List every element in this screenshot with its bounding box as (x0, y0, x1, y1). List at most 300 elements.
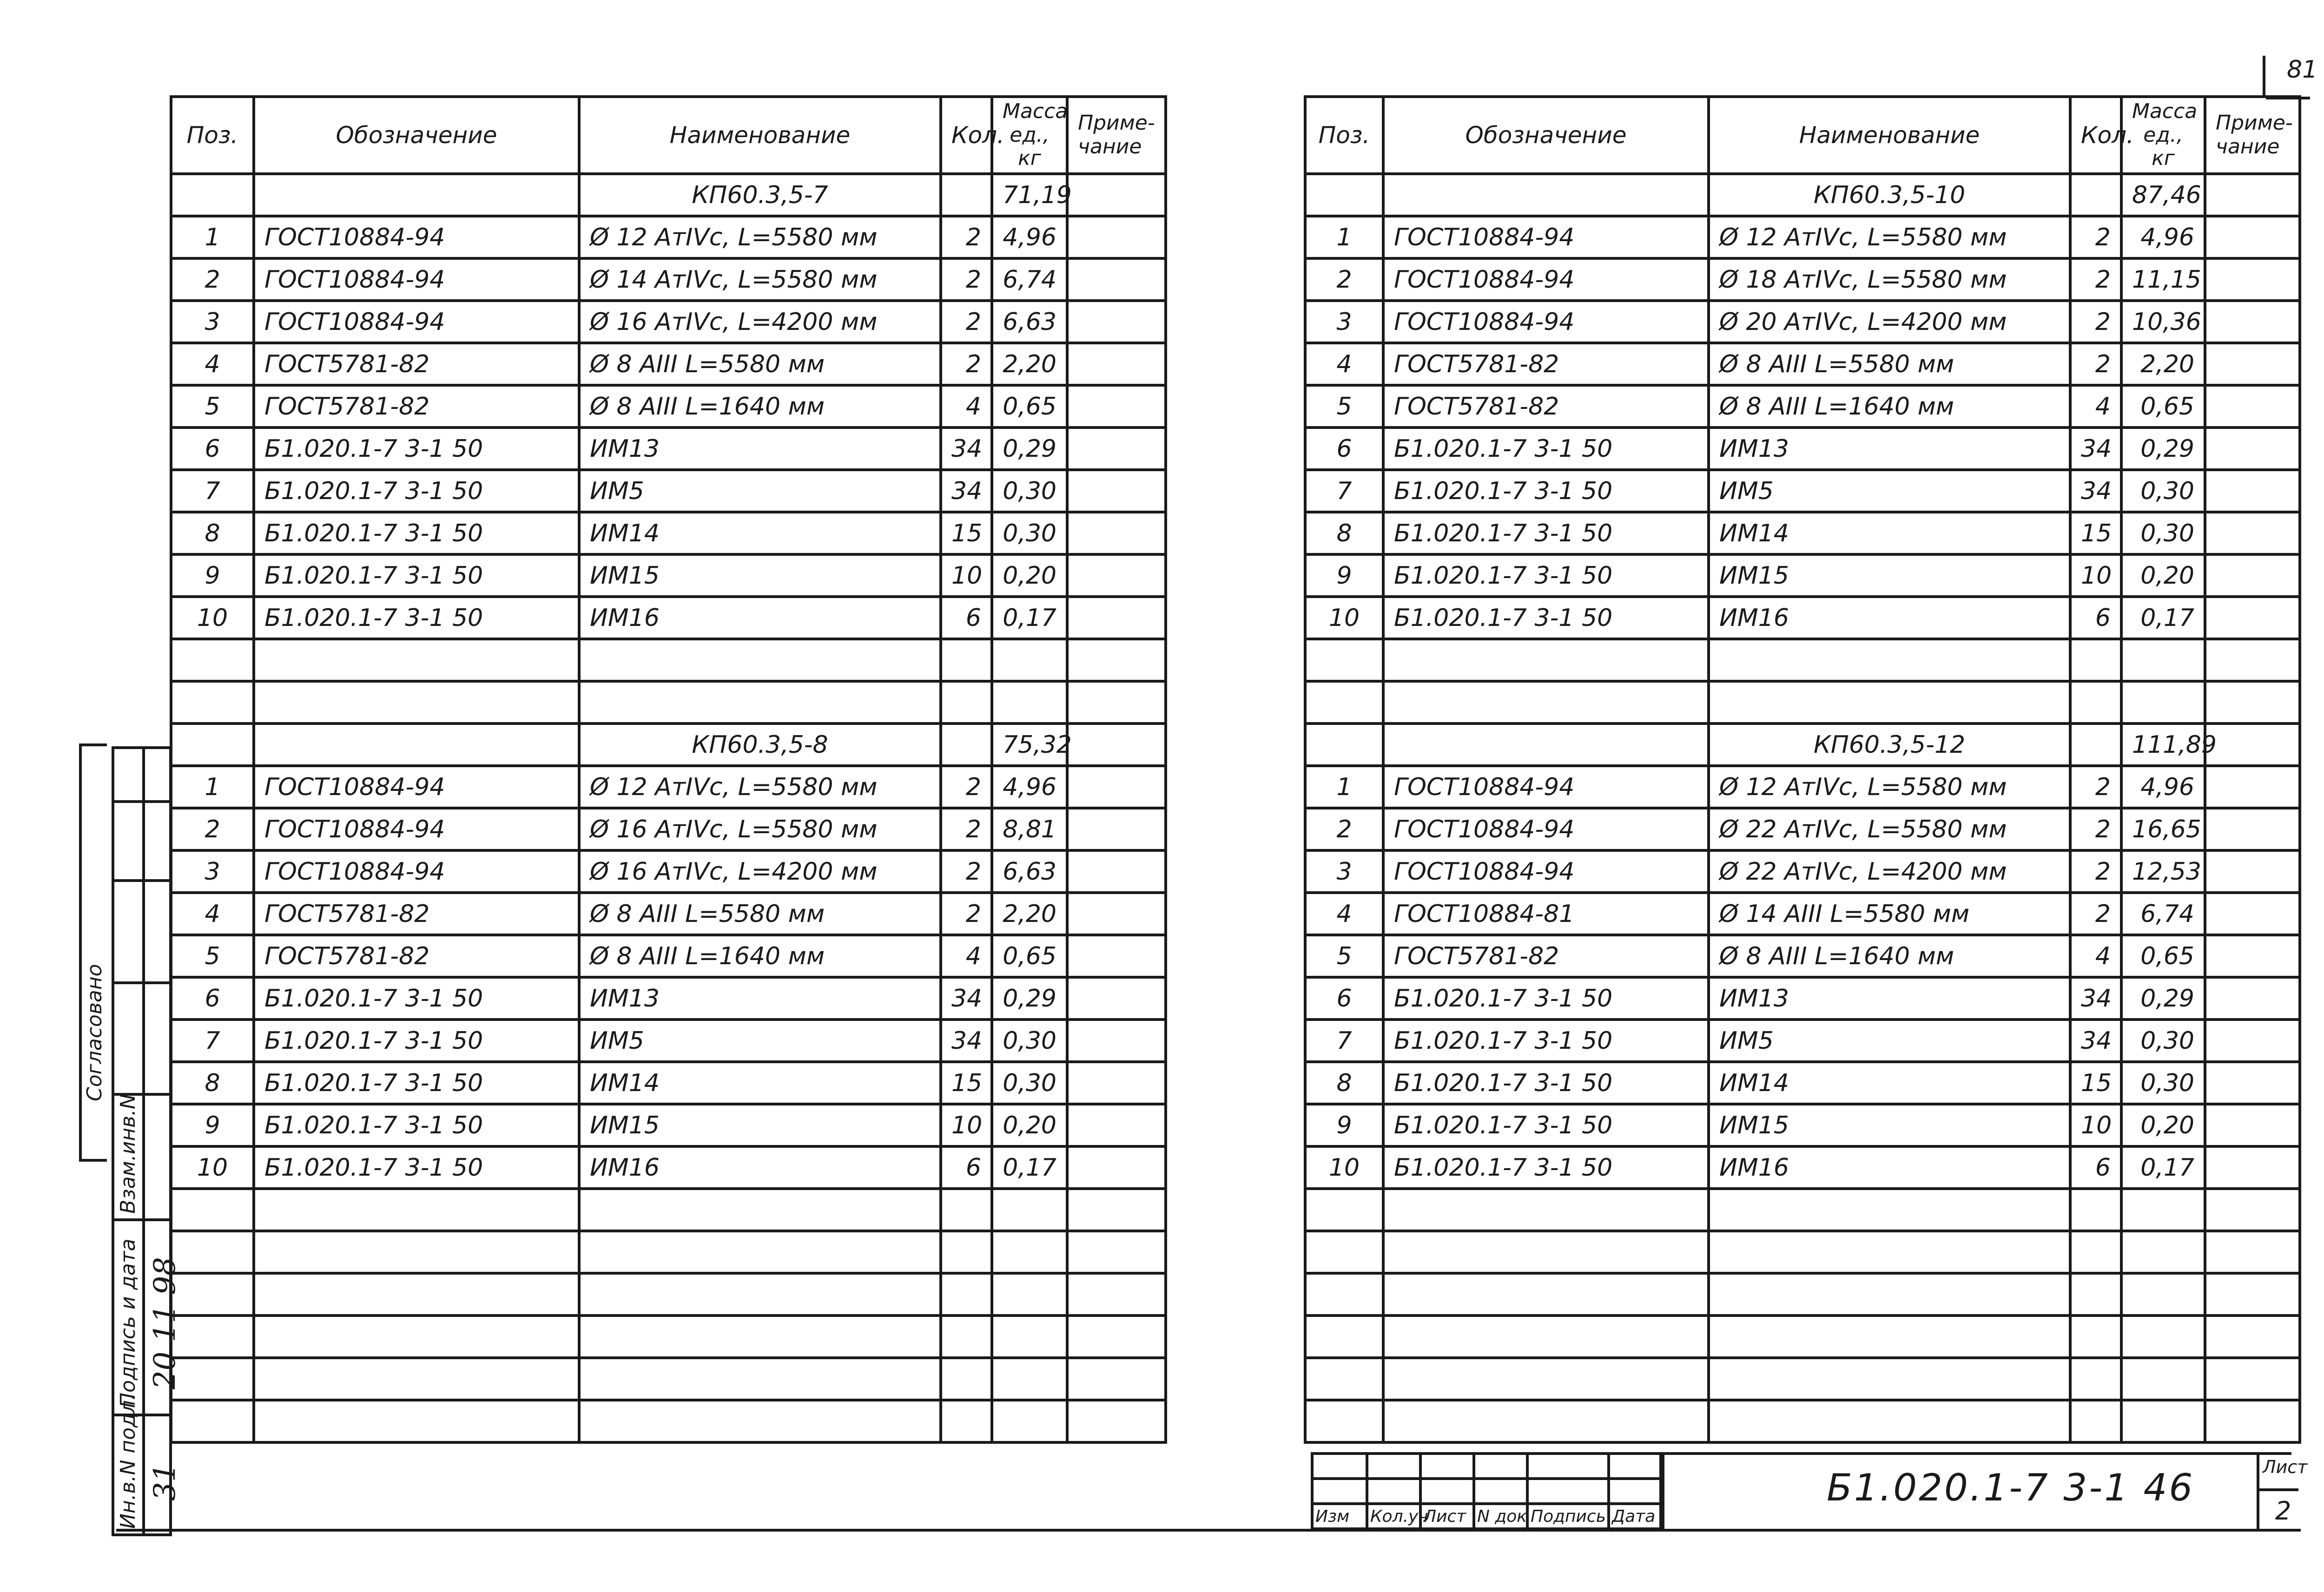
cell-qty: 10 (941, 1104, 992, 1146)
empty-cell (254, 724, 579, 766)
empty-cell (2205, 1189, 2300, 1231)
table-row (1305, 343, 2300, 385)
table-row (171, 597, 1166, 639)
cell-mass: 4,96 (2121, 766, 2205, 808)
table-row (171, 216, 1166, 258)
empty-cell (1067, 1273, 1166, 1316)
cell-note (2205, 385, 2300, 428)
empty-cell (2070, 724, 2121, 766)
cell-designation: ГОСТ10884-94 (1383, 850, 1709, 893)
cell-qty: 2 (2070, 258, 2121, 301)
empty-cell (254, 639, 579, 681)
cell-pos: 8 (1305, 512, 1383, 554)
cell-note (1067, 512, 1166, 554)
cell-mass: 0,30 (2121, 512, 2205, 554)
cell-pos: 2 (1305, 258, 1383, 301)
cell-note (2205, 893, 2300, 935)
cell-note (2205, 1020, 2300, 1062)
cell-designation: Б1.020.1-7 3-1 50 (1383, 1104, 1709, 1146)
empty-cell (1709, 1358, 2070, 1400)
header-note: Приме- чание (2205, 97, 2300, 174)
cell-qty: 34 (2070, 428, 2121, 470)
cell-designation: Б1.020.1-7 3-1 50 (254, 1062, 579, 1104)
empty-cell (1305, 174, 1383, 216)
left-block-1 (171, 174, 1166, 724)
cell-pos: 1 (1305, 766, 1383, 808)
cell-name: ИМ13 (1709, 977, 2070, 1020)
cell-designation: ГОСТ5781-82 (254, 893, 579, 935)
cell-qty: 4 (941, 935, 992, 977)
header-qty: Кол. (2070, 97, 2121, 174)
cell-mass: 0,29 (992, 428, 1067, 470)
cell-pos: 7 (1305, 470, 1383, 512)
empty-cell (2205, 1273, 2300, 1316)
cell-note (2205, 343, 2300, 385)
cell-pos: 7 (1305, 1020, 1383, 1062)
document-code: Б1.020.1-7 3-1 46 (1827, 1466, 2195, 1509)
cell-qty: 6 (2070, 1146, 2121, 1189)
cell-pos: 4 (1305, 343, 1383, 385)
group-title-row (1305, 724, 2300, 766)
cell-designation: ГОСТ10884-94 (254, 850, 579, 893)
cell-designation: ГОСТ5781-82 (254, 935, 579, 977)
cell-mass: 0,29 (2121, 428, 2205, 470)
cell-pos: 3 (171, 301, 254, 343)
cell-pos: 1 (171, 216, 254, 258)
table-row (1305, 935, 2300, 977)
header-name: Наименование (579, 97, 941, 174)
empty-cell (579, 1358, 941, 1400)
strip-divider (114, 1218, 169, 1221)
cell-designation: ГОСТ10884-94 (254, 766, 579, 808)
cell-name: ИМ15 (579, 1104, 941, 1146)
cell-name: Ø 8 АIII L=1640 мм (1709, 385, 2070, 428)
cell-designation: ГОСТ10884-94 (1383, 258, 1709, 301)
cell-pos: 2 (1305, 808, 1383, 850)
cell-pos: 9 (1305, 1104, 1383, 1146)
cell-note (1067, 216, 1166, 258)
cell-pos: 3 (1305, 850, 1383, 893)
cell-mass: 2,20 (992, 893, 1067, 935)
empty-cell (171, 681, 254, 724)
empty-cell (941, 1273, 992, 1316)
empty-cell (1067, 1400, 1166, 1442)
cell-pos: 4 (171, 893, 254, 935)
cell-note (2205, 554, 2300, 597)
empty-cell (1305, 681, 1383, 724)
left-block-2 (171, 724, 1166, 1442)
table-row (171, 343, 1166, 385)
cell-designation: Б1.020.1-7 3-1 50 (1383, 977, 1709, 1020)
cell-note (2205, 470, 2300, 512)
table-row (171, 554, 1166, 597)
table-row (1305, 1020, 2300, 1062)
group-total-mass: 75,32 (992, 724, 1067, 766)
empty-row (171, 1358, 1166, 1400)
cell-note (1067, 343, 1166, 385)
empty-cell (2205, 1358, 2300, 1400)
cell-pos: 3 (171, 850, 254, 893)
cell-mass: 0,20 (2121, 554, 2205, 597)
empty-cell (2205, 1400, 2300, 1442)
sheet-box-divider (2259, 1488, 2298, 1491)
empty-cell (1383, 1400, 1709, 1442)
cell-mass: 0,30 (992, 512, 1067, 554)
cell-name: Ø 16 АтIVс, L=5580 мм (579, 808, 941, 850)
cell-qty: 4 (941, 385, 992, 428)
empty-cell (254, 1316, 579, 1358)
empty-cell (1067, 1231, 1166, 1273)
empty-cell (941, 724, 992, 766)
cell-designation: Б1.020.1-7 3-1 50 (254, 597, 579, 639)
table-row (1305, 893, 2300, 935)
empty-cell (992, 1316, 1067, 1358)
empty-cell (171, 639, 254, 681)
empty-cell (1305, 1400, 1383, 1442)
table-row (171, 766, 1166, 808)
cell-note (1067, 470, 1166, 512)
cell-designation: ГОСТ10884-94 (254, 258, 579, 301)
cell-pos: 5 (171, 935, 254, 977)
empty-cell (254, 1231, 579, 1273)
header-pos: Поз. (1305, 97, 1383, 174)
cell-pos: 4 (171, 343, 254, 385)
revision-labels-row (1312, 1504, 1663, 1529)
handwritten-sign-date: 20 11 98 (148, 1257, 182, 1389)
sign-date-label: Подпись и дата (116, 1238, 140, 1408)
empty-row (1305, 1273, 2300, 1316)
page-number-divider (2263, 56, 2265, 98)
cell-note (1067, 301, 1166, 343)
cell-designation: ГОСТ5781-82 (1383, 935, 1709, 977)
cell-qty: 2 (2070, 850, 2121, 893)
cell-name: Ø 12 АтIVс, L=5580 мм (579, 766, 941, 808)
empty-cell (2121, 1358, 2205, 1400)
table-row (171, 385, 1166, 428)
cell-name: Ø 22 АтIVс, L=4200 мм (1709, 850, 2070, 893)
header-qty: Кол. (941, 97, 992, 174)
cell-qty: 6 (2070, 597, 2121, 639)
cell-mass: 0,65 (2121, 385, 2205, 428)
cell-mass: 0,30 (2121, 1062, 2205, 1104)
cell-name: Ø 8 АIII L=1640 мм (579, 935, 941, 977)
cell-name: Ø 22 АтIVс, L=5580 мм (1709, 808, 2070, 850)
header-mass: Масса ед., кг (2121, 97, 2205, 174)
cell-name: Ø 12 АтIVс, L=5580 мм (1709, 766, 2070, 808)
cell-mass: 6,63 (992, 301, 1067, 343)
cell-note (1067, 808, 1166, 850)
group-title: КП60.3,5-10 (1709, 174, 2070, 216)
empty-cell (1067, 724, 1166, 766)
right-block-1 (1305, 174, 2300, 724)
cell-mass: 16,65 (2121, 808, 2205, 850)
table-header-row (1305, 97, 2300, 174)
cell-mass: 6,63 (992, 850, 1067, 893)
cell-name: Ø 14 АIII L=5580 мм (1709, 893, 2070, 935)
empty-cell (1067, 639, 1166, 681)
table-row (1305, 977, 2300, 1020)
empty-cell (1383, 1189, 1709, 1231)
empty-cell (2205, 174, 2300, 216)
cell-designation: Б1.020.1-7 3-1 50 (1383, 1062, 1709, 1104)
table-row (1305, 428, 2300, 470)
cell-qty: 10 (941, 554, 992, 597)
empty-cell (1067, 1316, 1166, 1358)
cell-name: ИМ13 (579, 428, 941, 470)
empty-row (1305, 1316, 2300, 1358)
empty-cell (1709, 1189, 2070, 1231)
table-row (1305, 554, 2300, 597)
cell-designation: ГОСТ10884-94 (254, 216, 579, 258)
cell-designation: Б1.020.1-7 3-1 50 (1383, 512, 1709, 554)
empty-cell (941, 174, 992, 216)
cell-designation: ГОСТ5781-82 (1383, 343, 1709, 385)
group-total-mass: 87,46 (2121, 174, 2205, 216)
cell-qty: 2 (2070, 808, 2121, 850)
cell-pos: 3 (1305, 301, 1383, 343)
table-row (1305, 470, 2300, 512)
empty-cell (2121, 1273, 2205, 1316)
empty-cell (992, 1273, 1067, 1316)
cell-note (2205, 428, 2300, 470)
cell-note (1067, 428, 1166, 470)
cell-note (2205, 935, 2300, 977)
cell-designation: ГОСТ10884-94 (1383, 766, 1709, 808)
cell-qty: 2 (941, 216, 992, 258)
empty-cell (1709, 1316, 2070, 1358)
empty-cell (2070, 681, 2121, 724)
cell-qty: 34 (941, 470, 992, 512)
cell-mass: 0,17 (992, 1146, 1067, 1189)
empty-cell (2070, 174, 2121, 216)
empty-cell (171, 1189, 254, 1231)
cell-note (1067, 893, 1166, 935)
cell-qty: 2 (941, 850, 992, 893)
cell-note (2205, 808, 2300, 850)
cell-mass: 0,65 (992, 935, 1067, 977)
cell-designation: ГОСТ5781-82 (254, 385, 579, 428)
cell-qty: 2 (941, 808, 992, 850)
cell-pos: 10 (171, 597, 254, 639)
header-designation: Обозначение (1383, 97, 1709, 174)
cell-note (1067, 766, 1166, 808)
empty-cell (579, 1231, 941, 1273)
table-row (1305, 1146, 2300, 1189)
empty-cell (1305, 1358, 1383, 1400)
empty-cell (1383, 1273, 1709, 1316)
cell-qty: 34 (2070, 977, 2121, 1020)
right-block-2 (1305, 724, 2300, 1442)
empty-cell (2205, 724, 2300, 766)
table-row (1305, 597, 2300, 639)
cell-note (2205, 1146, 2300, 1189)
cell-note (2205, 301, 2300, 343)
cell-note (2205, 766, 2300, 808)
empty-row (1305, 681, 2300, 724)
cell-qty: 6 (941, 597, 992, 639)
empty-cell (1067, 681, 1166, 724)
cell-qty: 34 (941, 977, 992, 1020)
cell-pos: 7 (171, 470, 254, 512)
empty-cell (2121, 639, 2205, 681)
empty-cell (941, 1400, 992, 1442)
cell-name: Ø 16 АтIVс, L=4200 мм (579, 301, 941, 343)
cell-qty: 34 (2070, 470, 2121, 512)
cell-mass: 4,96 (2121, 216, 2205, 258)
cell-qty: 2 (941, 258, 992, 301)
cell-name: Ø 18 АтIVс, L=5580 мм (1709, 258, 2070, 301)
table-row (1305, 766, 2300, 808)
empty-row (1305, 1231, 2300, 1273)
revision-grid (1311, 1452, 1664, 1530)
empty-cell (171, 1316, 254, 1358)
empty-cell (254, 174, 579, 216)
rev-col-label: Лист (1420, 1504, 1474, 1529)
cell-pos: 8 (171, 512, 254, 554)
strip-divider (114, 800, 169, 803)
empty-cell (171, 1231, 254, 1273)
cell-mass: 0,30 (992, 470, 1067, 512)
cell-name: ИМ13 (579, 977, 941, 1020)
cell-qty: 34 (2070, 1020, 2121, 1062)
cell-qty: 2 (941, 343, 992, 385)
cell-mass: 0,17 (2121, 1146, 2205, 1189)
cell-note (2205, 1062, 2300, 1104)
cell-designation: Б1.020.1-7 3-1 50 (254, 470, 579, 512)
cell-note (1067, 1104, 1166, 1146)
empty-cell (579, 1316, 941, 1358)
cell-mass: 0,30 (2121, 470, 2205, 512)
revision-row (1312, 1454, 1663, 1479)
table-row (171, 512, 1166, 554)
empty-cell (1383, 1231, 1709, 1273)
empty-cell (1709, 639, 2070, 681)
empty-cell (2070, 1231, 2121, 1273)
cell-note (1067, 385, 1166, 428)
empty-cell (941, 681, 992, 724)
table-row (171, 850, 1166, 893)
cell-pos: 2 (171, 808, 254, 850)
empty-cell (254, 1273, 579, 1316)
cell-qty: 4 (2070, 935, 2121, 977)
header-note: Приме- чание (1067, 97, 1166, 174)
cell-pos: 1 (171, 766, 254, 808)
rev-col-label: Подпись (1527, 1504, 1609, 1529)
cell-pos: 5 (1305, 935, 1383, 977)
cell-designation: Б1.020.1-7 3-1 50 (254, 1104, 579, 1146)
empty-cell (579, 1273, 941, 1316)
cell-name: Ø 8 АIII L=5580 мм (1709, 343, 2070, 385)
empty-cell (2121, 681, 2205, 724)
empty-cell (2121, 1231, 2205, 1273)
revision-row (1312, 1479, 1663, 1504)
cell-designation: Б1.020.1-7 3-1 50 (254, 1020, 579, 1062)
empty-cell (2070, 639, 2121, 681)
cell-designation: Б1.020.1-7 3-1 50 (254, 1146, 579, 1189)
cell-mass: 12,53 (2121, 850, 2205, 893)
table-row (171, 935, 1166, 977)
cell-mass: 0,29 (2121, 977, 2205, 1020)
cell-mass: 0,30 (992, 1020, 1067, 1062)
cell-qty: 2 (2070, 343, 2121, 385)
cell-mass: 4,96 (992, 216, 1067, 258)
empty-cell (1305, 724, 1383, 766)
empty-cell (579, 1189, 941, 1231)
cell-pos: 6 (1305, 977, 1383, 1020)
cell-name: ИМ16 (579, 597, 941, 639)
cell-name: Ø 8 АIII L=5580 мм (579, 893, 941, 935)
empty-cell (171, 1273, 254, 1316)
cell-note (1067, 935, 1166, 977)
cell-designation: Б1.020.1-7 3-1 50 (1383, 1146, 1709, 1189)
cell-name: ИМ5 (1709, 1020, 2070, 1062)
empty-cell (2070, 1273, 2121, 1316)
empty-cell (171, 724, 254, 766)
strip-divider (114, 879, 169, 882)
cell-mass: 6,74 (2121, 893, 2205, 935)
empty-cell (2205, 681, 2300, 724)
empty-cell (2070, 1358, 2121, 1400)
empty-cell (992, 639, 1067, 681)
cell-designation: ГОСТ10884-81 (1383, 893, 1709, 935)
cell-name: ИМ5 (1709, 470, 2070, 512)
handwritten-inv-number: 31 (148, 1463, 182, 1501)
empty-cell (2205, 1231, 2300, 1273)
empty-row (171, 1316, 1166, 1358)
empty-cell (1709, 1273, 2070, 1316)
cell-pos: 1 (1305, 216, 1383, 258)
empty-cell (1383, 1358, 1709, 1400)
empty-cell (1383, 681, 1709, 724)
empty-row (1305, 1358, 2300, 1400)
table-row (1305, 385, 2300, 428)
cell-qty: 15 (2070, 512, 2121, 554)
empty-cell (1067, 174, 1166, 216)
header-mass: Масса ед., кг (992, 97, 1067, 174)
cell-pos: 9 (171, 1104, 254, 1146)
cell-name: Ø 8 АIII L=1640 мм (1709, 935, 2070, 977)
cell-qty: 15 (941, 1062, 992, 1104)
cell-pos: 6 (171, 977, 254, 1020)
empty-cell (254, 681, 579, 724)
empty-cell (254, 1358, 579, 1400)
cell-qty: 2 (2070, 301, 2121, 343)
cell-qty: 2 (2070, 216, 2121, 258)
cell-mass: 0,17 (2121, 597, 2205, 639)
cell-mass: 8,81 (992, 808, 1067, 850)
empty-cell (992, 1400, 1067, 1442)
cell-designation: ГОСТ10884-94 (1383, 808, 1709, 850)
group-title: КП60.3,5-7 (579, 174, 941, 216)
cell-qty: 10 (2070, 1104, 2121, 1146)
table-row (1305, 258, 2300, 301)
cell-designation: ГОСТ10884-94 (254, 808, 579, 850)
cell-qty: 34 (941, 1020, 992, 1062)
cell-mass: 0,17 (992, 597, 1067, 639)
cell-note (2205, 216, 2300, 258)
table-row (1305, 216, 2300, 258)
cell-mass: 0,30 (2121, 1020, 2205, 1062)
table-row (171, 1104, 1166, 1146)
cell-qty: 4 (2070, 385, 2121, 428)
cell-designation: ГОСТ10884-94 (1383, 216, 1709, 258)
empty-cell (941, 1231, 992, 1273)
header-name: Наименование (1709, 97, 2070, 174)
table-header-row (171, 97, 1166, 174)
sheet-number: 2 (2275, 1496, 2291, 1526)
cell-name: ИМ14 (579, 1062, 941, 1104)
left-spec-table (170, 95, 1167, 1444)
